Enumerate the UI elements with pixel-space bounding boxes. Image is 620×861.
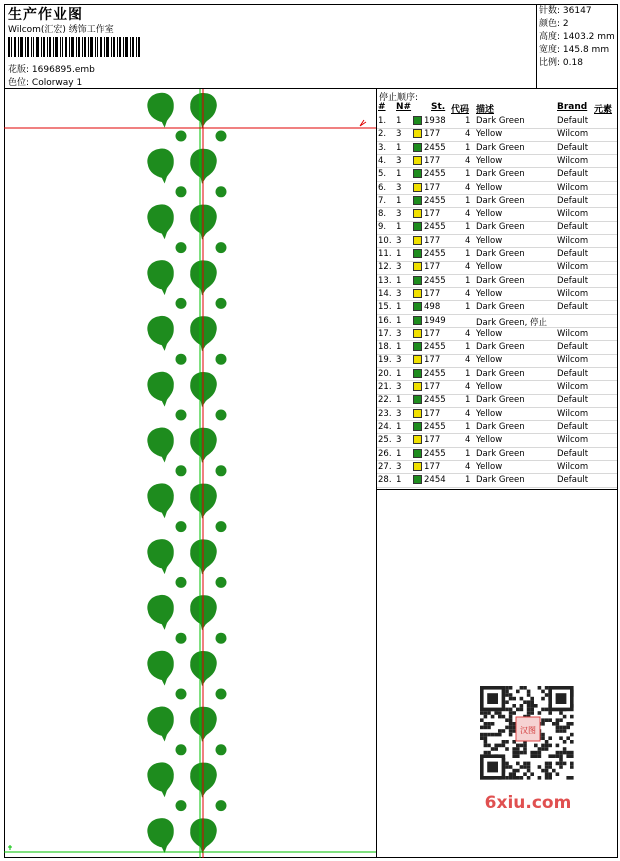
table-row bbox=[377, 421, 617, 434]
row-stitches: 177 bbox=[424, 129, 441, 140]
color-swatch bbox=[413, 369, 422, 378]
row-stitches: 2455 bbox=[424, 195, 446, 206]
color-swatch bbox=[413, 222, 422, 231]
row-needle: 3 bbox=[396, 382, 402, 392]
row-num: 20. bbox=[378, 368, 392, 379]
row-stitches: 177 bbox=[424, 262, 441, 273]
table-row bbox=[377, 434, 617, 447]
row-needle: 1 bbox=[396, 395, 402, 406]
color-swatch bbox=[413, 276, 422, 285]
row-code: 4 bbox=[465, 262, 471, 273]
row-num: 13. bbox=[378, 275, 392, 286]
row-desc: Dark Green bbox=[476, 368, 525, 379]
row-code: 1 bbox=[465, 222, 471, 233]
leaf-motif-left bbox=[146, 147, 177, 185]
row-desc: Yellow bbox=[476, 209, 503, 220]
row-num: 23. bbox=[378, 408, 392, 419]
dot-motif bbox=[176, 131, 187, 142]
row-brand: Default bbox=[557, 116, 589, 126]
table-row bbox=[377, 208, 617, 221]
row-desc: Dark Green bbox=[476, 302, 525, 313]
row-needle: 1 bbox=[396, 142, 402, 153]
row-num: 27. bbox=[378, 461, 392, 472]
row-code: 1 bbox=[465, 195, 471, 206]
table-row bbox=[377, 261, 617, 274]
row-desc: Dark Green bbox=[476, 116, 525, 126]
row-stitches: 2455 bbox=[424, 169, 446, 180]
row-desc: Yellow bbox=[476, 288, 503, 299]
row-needle: 1 bbox=[396, 195, 402, 206]
dot-motif bbox=[216, 689, 227, 700]
stat-colors: 颜色: 2 bbox=[539, 19, 569, 29]
dot-motif bbox=[216, 800, 227, 811]
table-row bbox=[377, 315, 617, 328]
table-row bbox=[377, 221, 617, 234]
row-desc: Yellow bbox=[476, 129, 503, 140]
row-brand: Wilcom bbox=[557, 209, 589, 220]
row-brand: Wilcom bbox=[557, 328, 589, 339]
table-row bbox=[377, 408, 617, 421]
table-row bbox=[377, 474, 617, 487]
row-desc: Dark Green bbox=[476, 222, 525, 233]
col-header-brand: Brand bbox=[557, 102, 588, 112]
table-row bbox=[377, 275, 617, 288]
row-code: 1 bbox=[465, 342, 471, 353]
stat-height: 高度: 1403.2 mm bbox=[539, 32, 615, 42]
stat-stitches: 针数: 36147 bbox=[539, 6, 592, 16]
color-swatch bbox=[413, 129, 422, 138]
row-stitches: 1949 bbox=[424, 315, 446, 326]
row-num: 8. bbox=[378, 209, 387, 220]
row-stitches: 177 bbox=[424, 209, 441, 220]
table-bottom-border bbox=[377, 489, 618, 490]
col-header-num: # bbox=[378, 102, 386, 112]
row-code: 4 bbox=[465, 355, 471, 366]
color-swatch bbox=[413, 395, 422, 404]
row-num: 4. bbox=[378, 155, 387, 166]
row-needle: 1 bbox=[396, 475, 402, 486]
row-num: 17. bbox=[378, 328, 392, 339]
watermark-site: 6xiu.com bbox=[484, 793, 572, 811]
row-brand: Default bbox=[557, 275, 589, 286]
row-stitches: 177 bbox=[424, 182, 441, 193]
row-num: 24. bbox=[378, 421, 392, 432]
row-needle: 1 bbox=[396, 342, 402, 353]
dot-motif bbox=[216, 298, 227, 309]
row-desc: Dark Green, 停止 bbox=[476, 317, 548, 328]
table-row bbox=[377, 115, 617, 128]
dot-motif bbox=[176, 242, 187, 253]
design-stats bbox=[539, 5, 615, 70]
row-code: 4 bbox=[465, 182, 471, 193]
row-needle: 3 bbox=[396, 408, 402, 419]
row-needle: 1 bbox=[396, 222, 402, 233]
row-stitches: 2455 bbox=[424, 222, 446, 233]
table-row bbox=[377, 301, 617, 314]
color-swatch bbox=[413, 329, 422, 338]
row-brand: Default bbox=[557, 222, 589, 233]
row-separator bbox=[377, 487, 617, 488]
row-needle: 3 bbox=[396, 182, 402, 193]
row-brand: Wilcom bbox=[557, 408, 589, 419]
row-num: 26. bbox=[378, 448, 392, 459]
dot-motif bbox=[216, 465, 227, 476]
color-swatch bbox=[413, 183, 422, 192]
row-brand: Default bbox=[557, 142, 589, 153]
dot-motif bbox=[176, 633, 187, 644]
row-stitches: 177 bbox=[424, 328, 441, 339]
row-needle: 1 bbox=[396, 421, 402, 432]
row-stitches: 1938 bbox=[424, 116, 446, 126]
row-code: 1 bbox=[465, 302, 471, 313]
color-swatch bbox=[413, 382, 422, 391]
dot-motif bbox=[176, 689, 187, 700]
row-desc: Yellow bbox=[476, 382, 503, 392]
colorway: 色位: Colorway 1 bbox=[8, 78, 83, 88]
stat-scale: 比例: 0.18 bbox=[539, 58, 583, 68]
table-row bbox=[377, 155, 617, 168]
row-desc: Dark Green bbox=[476, 142, 525, 153]
leaf-motif-left bbox=[146, 705, 177, 743]
color-swatch bbox=[413, 116, 422, 125]
row-needle: 1 bbox=[396, 368, 402, 379]
color-swatch bbox=[413, 169, 422, 178]
row-num: 21. bbox=[378, 382, 392, 392]
row-needle: 1 bbox=[396, 448, 402, 459]
leaf-motif-left bbox=[146, 370, 177, 408]
row-code: 1 bbox=[465, 169, 471, 180]
color-swatch bbox=[413, 422, 422, 431]
row-desc: Yellow bbox=[476, 182, 503, 193]
dot-motif bbox=[176, 577, 187, 588]
page-title: 生产作业图 bbox=[8, 7, 83, 23]
row-needle: 1 bbox=[396, 315, 402, 326]
dot-motif bbox=[176, 298, 187, 309]
row-brand: Default bbox=[557, 302, 589, 313]
row-brand: Wilcom bbox=[557, 235, 589, 246]
leaf-motif-left bbox=[146, 91, 177, 129]
row-stitches: 177 bbox=[424, 461, 441, 472]
table-row bbox=[377, 354, 617, 367]
row-needle: 3 bbox=[396, 262, 402, 273]
leaf-motif-left bbox=[146, 649, 177, 687]
table-row bbox=[377, 182, 617, 195]
table-row bbox=[377, 195, 617, 208]
dot-motif bbox=[176, 354, 187, 365]
row-stitches: 2454 bbox=[424, 475, 446, 486]
row-desc: Dark Green bbox=[476, 475, 525, 486]
row-desc: Dark Green bbox=[476, 421, 525, 432]
row-desc: Yellow bbox=[476, 235, 503, 246]
row-desc: Dark Green bbox=[476, 275, 525, 286]
dot-motif bbox=[176, 410, 187, 421]
col-header-code: 代码 bbox=[451, 105, 470, 115]
row-stitches: 177 bbox=[424, 355, 441, 366]
row-brand: Default bbox=[557, 368, 589, 379]
row-desc: Dark Green bbox=[476, 169, 525, 180]
color-swatch bbox=[413, 355, 422, 364]
row-desc: Dark Green bbox=[476, 249, 525, 259]
col-header-stitches: St. bbox=[431, 102, 446, 112]
row-brand: Default bbox=[557, 395, 589, 406]
row-code: 1 bbox=[465, 116, 471, 126]
color-swatch bbox=[413, 262, 422, 271]
row-code: 4 bbox=[465, 235, 471, 246]
color-swatch bbox=[413, 236, 422, 245]
row-desc: Dark Green bbox=[476, 448, 525, 459]
dot-motif bbox=[216, 354, 227, 365]
leaf-motif-left bbox=[146, 538, 177, 576]
color-swatch bbox=[413, 462, 422, 471]
table-row bbox=[377, 328, 617, 341]
leaf-motif-left bbox=[146, 314, 177, 352]
leaf-motif-left bbox=[146, 203, 177, 241]
leaf-motif-left bbox=[146, 593, 177, 631]
row-needle: 1 bbox=[396, 275, 402, 286]
row-stitches: 2455 bbox=[424, 448, 446, 459]
row-needle: 3 bbox=[396, 288, 402, 299]
color-swatch bbox=[413, 143, 422, 152]
color-swatch bbox=[413, 249, 422, 258]
row-num: 25. bbox=[378, 435, 392, 446]
row-brand: Default bbox=[557, 169, 589, 180]
color-swatch bbox=[413, 409, 422, 418]
row-brand: Wilcom bbox=[557, 382, 589, 392]
row-brand: Wilcom bbox=[557, 155, 589, 166]
row-num: 28. bbox=[378, 475, 392, 486]
row-num: 15. bbox=[378, 302, 392, 313]
start-marker-icon bbox=[360, 120, 366, 126]
design-file-value: 1696895.emb bbox=[31, 65, 95, 75]
row-num: 3. bbox=[378, 142, 387, 153]
row-needle: 3 bbox=[396, 461, 402, 472]
col-header-needle: N# bbox=[396, 102, 412, 112]
dot-motif bbox=[216, 744, 227, 755]
leaf-motif-left bbox=[146, 482, 177, 520]
row-code: 4 bbox=[465, 461, 471, 472]
row-num: 11. bbox=[378, 249, 392, 259]
row-brand: Wilcom bbox=[557, 182, 589, 193]
watermark-stamp: 汉图 bbox=[520, 726, 536, 735]
dot-motif bbox=[216, 521, 227, 532]
row-stitches: 177 bbox=[424, 382, 441, 392]
row-num: 7. bbox=[378, 195, 387, 206]
row-needle: 1 bbox=[396, 249, 402, 259]
table-row bbox=[377, 368, 617, 381]
leaf-motif-left bbox=[146, 259, 177, 297]
dot-motif bbox=[216, 410, 227, 421]
row-stitches: 2455 bbox=[424, 421, 446, 432]
table-row bbox=[377, 341, 617, 354]
qr-code-watermark bbox=[470, 681, 586, 811]
leaf-motif-left bbox=[146, 426, 177, 464]
row-code: 4 bbox=[465, 382, 471, 392]
row-desc: Yellow bbox=[476, 328, 503, 339]
dot-motif bbox=[176, 186, 187, 197]
row-brand: Default bbox=[557, 448, 589, 459]
row-num: 1. bbox=[378, 116, 387, 126]
row-code: 1 bbox=[465, 249, 471, 259]
col-header-element: 元素 bbox=[594, 105, 613, 115]
stat-width: 宽度: 145.8 mm bbox=[539, 45, 610, 55]
row-num: 9. bbox=[378, 222, 387, 233]
row-desc: Yellow bbox=[476, 155, 503, 166]
row-code: 4 bbox=[465, 209, 471, 220]
row-stitches: 177 bbox=[424, 155, 441, 166]
table-row bbox=[377, 142, 617, 155]
table-row bbox=[377, 128, 617, 141]
row-code: 1 bbox=[465, 368, 471, 379]
dot-motif bbox=[216, 242, 227, 253]
row-stitches: 498 bbox=[424, 302, 441, 313]
row-num: 19. bbox=[378, 355, 392, 366]
row-stitches: 177 bbox=[424, 408, 441, 419]
design-preview bbox=[4, 89, 376, 858]
table-row bbox=[377, 168, 617, 181]
row-num: 18. bbox=[378, 342, 392, 353]
row-desc: Yellow bbox=[476, 355, 503, 366]
table-row bbox=[377, 248, 617, 261]
color-swatch bbox=[413, 289, 422, 298]
design-file: 花版: 1696895.emb bbox=[8, 65, 95, 75]
row-brand: Wilcom bbox=[557, 288, 589, 299]
row-brand: Wilcom bbox=[557, 129, 589, 140]
row-brand: Default bbox=[557, 249, 589, 259]
dot-motif bbox=[176, 800, 187, 811]
row-code: 4 bbox=[465, 328, 471, 339]
table-row bbox=[377, 235, 617, 248]
row-needle: 3 bbox=[396, 328, 402, 339]
colorway-value: Colorway 1 bbox=[31, 78, 83, 88]
row-stitches: 2455 bbox=[424, 142, 446, 153]
row-code: 1 bbox=[465, 448, 471, 459]
leaf-motif-left bbox=[146, 761, 177, 799]
row-num: 22. bbox=[378, 395, 392, 406]
row-code: 1 bbox=[465, 421, 471, 432]
row-num: 16. bbox=[378, 315, 392, 326]
row-needle: 3 bbox=[396, 155, 402, 166]
row-num: 12. bbox=[378, 262, 392, 273]
row-brand: Default bbox=[557, 342, 589, 353]
dot-motif bbox=[176, 521, 187, 532]
row-stitches: 2455 bbox=[424, 395, 446, 406]
row-desc: Yellow bbox=[476, 408, 503, 419]
row-brand: Wilcom bbox=[557, 355, 589, 366]
dot-motif bbox=[176, 744, 187, 755]
row-code: 1 bbox=[465, 275, 471, 286]
row-brand: Default bbox=[557, 195, 589, 206]
studio-name: Wilcom(汇宏) 绣饰工作室 bbox=[8, 25, 114, 35]
row-code: 4 bbox=[465, 288, 471, 299]
color-swatch bbox=[413, 449, 422, 458]
header-divider-vertical bbox=[536, 4, 537, 88]
row-desc: Yellow bbox=[476, 262, 503, 273]
color-swatch bbox=[413, 156, 422, 165]
row-stitches: 177 bbox=[424, 435, 441, 446]
row-brand: Wilcom bbox=[557, 461, 589, 472]
color-swatch bbox=[413, 209, 422, 218]
row-num: 10. bbox=[378, 235, 392, 246]
row-brand: Wilcom bbox=[557, 435, 589, 446]
row-desc: Dark Green bbox=[476, 342, 525, 353]
color-swatch bbox=[413, 196, 422, 205]
dot-motif bbox=[216, 633, 227, 644]
row-desc: Dark Green bbox=[476, 395, 525, 406]
row-code: 4 bbox=[465, 129, 471, 140]
row-needle: 1 bbox=[396, 302, 402, 313]
row-num: 14. bbox=[378, 288, 392, 299]
row-stitches: 177 bbox=[424, 235, 441, 246]
table-row bbox=[377, 448, 617, 461]
stop-sequence-title: 停止顺序: bbox=[379, 93, 419, 103]
row-desc: Yellow bbox=[476, 461, 503, 472]
row-code: 1 bbox=[465, 475, 471, 486]
end-marker-icon bbox=[8, 845, 12, 850]
color-swatch bbox=[413, 316, 422, 325]
row-needle: 1 bbox=[396, 169, 402, 180]
row-needle: 1 bbox=[396, 116, 402, 126]
color-swatch bbox=[413, 435, 422, 444]
row-stitches: 2455 bbox=[424, 275, 446, 286]
row-code: 1 bbox=[465, 142, 471, 153]
dot-motif bbox=[216, 186, 227, 197]
row-stitches: 2455 bbox=[424, 342, 446, 353]
row-brand: Default bbox=[557, 421, 589, 432]
row-needle: 3 bbox=[396, 355, 402, 366]
row-stitches: 2455 bbox=[424, 249, 446, 259]
col-header-desc: 描述 bbox=[476, 105, 495, 115]
row-needle: 3 bbox=[396, 235, 402, 246]
dot-motif bbox=[176, 465, 187, 476]
row-num: 6. bbox=[378, 182, 387, 193]
row-code: 4 bbox=[465, 155, 471, 166]
row-desc: Dark Green bbox=[476, 195, 525, 206]
color-swatch bbox=[413, 342, 422, 351]
barcode-icon bbox=[8, 37, 140, 57]
row-brand: Wilcom bbox=[557, 262, 589, 273]
table-row bbox=[377, 288, 617, 301]
row-needle: 3 bbox=[396, 435, 402, 446]
row-code: 4 bbox=[465, 408, 471, 419]
row-num: 2. bbox=[378, 129, 387, 140]
leaf-motif-left bbox=[146, 817, 177, 855]
table-row bbox=[377, 461, 617, 474]
color-swatch bbox=[413, 302, 422, 311]
row-num: 5. bbox=[378, 169, 387, 180]
color-swatch bbox=[413, 475, 422, 484]
row-code: 4 bbox=[465, 435, 471, 446]
row-needle: 3 bbox=[396, 129, 402, 140]
row-stitches: 2455 bbox=[424, 368, 446, 379]
row-code: 1 bbox=[465, 395, 471, 406]
dot-motif bbox=[216, 131, 227, 142]
table-row bbox=[377, 394, 617, 407]
table-row bbox=[377, 381, 617, 394]
row-brand: Default bbox=[557, 475, 589, 486]
row-needle: 3 bbox=[396, 209, 402, 220]
dot-motif bbox=[216, 577, 227, 588]
row-desc: Yellow bbox=[476, 435, 503, 446]
row-stitches: 177 bbox=[424, 288, 441, 299]
